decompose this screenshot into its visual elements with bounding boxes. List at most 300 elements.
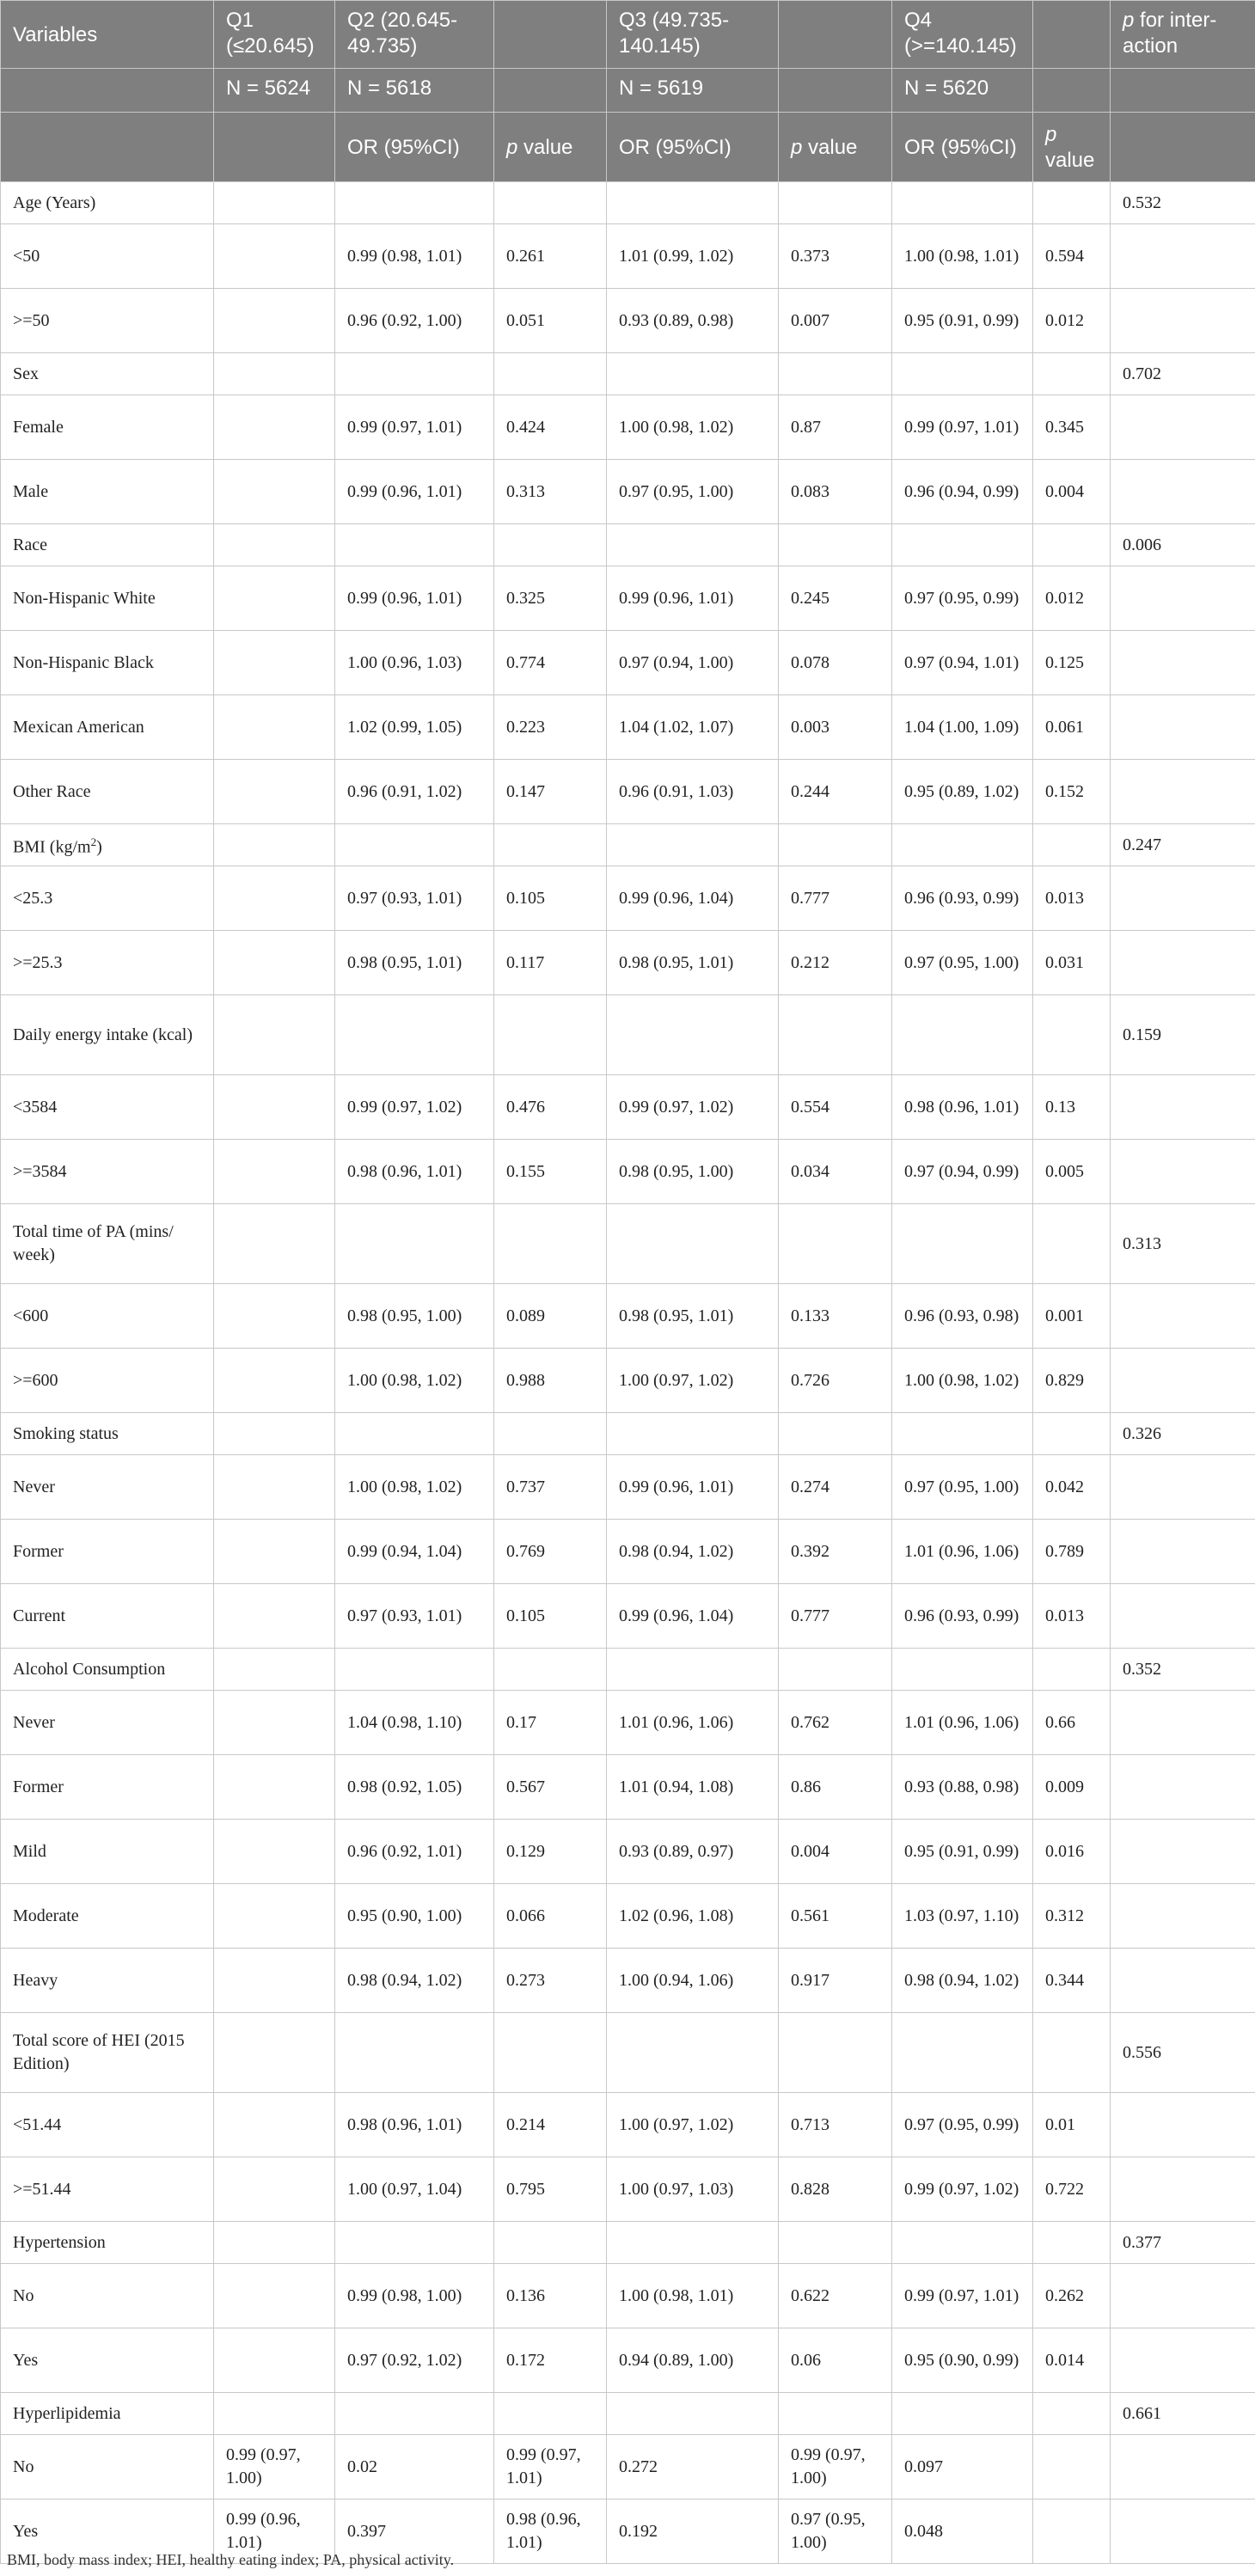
table-cell: 0.345	[1033, 395, 1111, 460]
table-cell	[892, 824, 1033, 866]
row-label	[1, 395, 214, 460]
row-label	[1, 353, 214, 395]
table-cell: 0.007	[779, 289, 892, 353]
table-cell	[494, 995, 607, 1075]
table-cell: 0.988	[494, 1349, 607, 1413]
row-label	[1, 760, 214, 824]
row-label-text: Hypertension	[13, 2232, 106, 2252]
table-cell: 0.244	[779, 760, 892, 824]
p-value-text: value	[517, 136, 573, 159]
row-label-text: >=600	[13, 1370, 58, 1390]
row-label	[1, 1649, 214, 1691]
table-cell: 0.96 (0.92, 1.01)	[335, 1820, 494, 1884]
table-cell	[214, 2157, 335, 2222]
table-cell: 0.117	[494, 931, 607, 995]
header-q3-p	[779, 113, 892, 182]
table-cell: 0.97 (0.93, 1.01)	[335, 1584, 494, 1649]
table-cell: 0.97 (0.95, 0.99)	[892, 566, 1033, 631]
table-cell: 1.00 (0.97, 1.03)	[607, 2157, 779, 2222]
table-cell: 1.00 (0.98, 1.02)	[892, 1349, 1033, 1413]
header-q3-n: N = 5619	[607, 69, 779, 113]
table-cell: 1.04 (0.98, 1.10)	[335, 1691, 494, 1755]
table-cell	[214, 1455, 335, 1520]
table-cell: 0.212	[779, 931, 892, 995]
table-cell: 0.97 (0.95, 1.00)	[779, 2500, 892, 2564]
table-cell: 0.98 (0.95, 1.01)	[607, 1284, 779, 1349]
header-q1-n: N = 5624	[214, 69, 335, 113]
table-cell	[1033, 1649, 1111, 1691]
table-cell	[892, 2222, 1033, 2264]
header-q2-or: OR (95%CI)	[335, 113, 494, 182]
header-stat-blank	[1111, 113, 1255, 182]
table-cell: 0.325	[494, 566, 607, 631]
p-interaction-cell	[1111, 566, 1255, 631]
row-label	[1, 182, 214, 224]
table-cell	[892, 2393, 1033, 2435]
table-cell: 0.828	[779, 2157, 892, 2222]
table-cell: 0.95 (0.89, 1.02)	[892, 760, 1033, 824]
p-interaction-cell: 0.006	[1111, 524, 1255, 566]
table-cell: 0.105	[494, 1584, 607, 1649]
table-cell: 0.98 (0.95, 1.00)	[607, 1140, 779, 1204]
row-label	[1, 866, 214, 931]
table-cell	[892, 524, 1033, 566]
table-cell: 0.98 (0.94, 1.02)	[335, 1949, 494, 2013]
row-label-text: Hyperlipidemia	[13, 2403, 121, 2423]
header-q2-p	[494, 113, 607, 182]
p-interaction-cell	[1111, 1284, 1255, 1349]
table-cell	[214, 1649, 335, 1691]
table-row	[1, 1284, 1255, 1349]
table-cell: 0.99 (0.97, 1.01)	[494, 2435, 607, 2500]
table-cell	[214, 1584, 335, 1649]
row-label-text: Yes	[13, 2350, 39, 2370]
table-group-row	[1, 1413, 1255, 1455]
table-cell: 0.96 (0.93, 0.99)	[892, 866, 1033, 931]
table-cell: 0.97 (0.94, 1.00)	[607, 631, 779, 695]
table-cell	[335, 524, 494, 566]
table-cell	[779, 1413, 892, 1455]
table-cell	[214, 2393, 335, 2435]
table-cell	[892, 1204, 1033, 1284]
table-cell: 0.147	[494, 760, 607, 824]
table-cell: 0.083	[779, 460, 892, 524]
row-label	[1, 566, 214, 631]
p-italic: p	[1123, 9, 1135, 32]
row-label	[1, 1691, 214, 1755]
table-cell: 0.136	[494, 2264, 607, 2328]
row-label	[1, 524, 214, 566]
row-label	[1, 2157, 214, 2222]
table-cell: 0.777	[779, 1584, 892, 1649]
table-cell	[1033, 2435, 1111, 2500]
table-cell: 1.00 (0.97, 1.02)	[607, 2093, 779, 2157]
table-cell	[494, 1649, 607, 1691]
header-q2-n: N = 5618	[335, 69, 494, 113]
p-interaction-cell: 0.313	[1111, 1204, 1255, 1284]
table-cell	[1033, 824, 1111, 866]
table-cell: 1.01 (0.96, 1.06)	[607, 1691, 779, 1755]
table-cell: 0.87	[779, 395, 892, 460]
table-row	[1, 460, 1255, 524]
table-row	[1, 2093, 1255, 2157]
header-q4-p	[1033, 113, 1111, 182]
header-q4: Q4 (>=140.145)	[892, 1, 1033, 69]
p-interaction-cell	[1111, 395, 1255, 460]
p-interaction-cell: 0.661	[1111, 2393, 1255, 2435]
row-label	[1, 2435, 214, 2500]
table-cell: 0.048	[892, 2500, 1033, 2564]
header-q4-or: OR (95%CI)	[892, 113, 1033, 182]
header-q3-blank	[779, 1, 892, 69]
row-label	[1, 1520, 214, 1584]
table-cell: 0.99 (0.97, 1.02)	[892, 2157, 1033, 2222]
table-cell	[779, 2013, 892, 2093]
table-group-row	[1, 524, 1255, 566]
table-cell	[1033, 995, 1111, 1075]
header-q3: Q3 (49.735-140.145)	[607, 1, 779, 69]
table-group-row	[1, 1649, 1255, 1691]
table-cell: 0.003	[779, 695, 892, 760]
table-cell	[214, 1884, 335, 1949]
table-cell: 1.00 (0.98, 1.01)	[607, 2264, 779, 2328]
table-group-row	[1, 995, 1255, 1075]
table-cell: 0.97 (0.95, 0.99)	[892, 2093, 1033, 2157]
p-interaction-cell	[1111, 631, 1255, 695]
p-value-text: value	[802, 136, 858, 159]
table-cell: 0.99 (0.98, 1.00)	[335, 2264, 494, 2328]
p-interaction-cell	[1111, 1949, 1255, 2013]
table-cell	[607, 524, 779, 566]
table-cell	[892, 995, 1033, 1075]
header-n-blank	[1, 69, 214, 113]
table-cell	[779, 524, 892, 566]
table-cell	[494, 353, 607, 395]
table-cell: 0.95 (0.91, 0.99)	[892, 1820, 1033, 1884]
row-label-text: Total time of PA (mins/ week)	[13, 1222, 174, 1264]
table-cell	[335, 824, 494, 866]
table-cell	[214, 1949, 335, 2013]
row-label	[1, 631, 214, 695]
table-cell	[607, 2393, 779, 2435]
row-label-text: Current	[13, 1606, 66, 1625]
table-cell	[494, 182, 607, 224]
table-cell: 0.795	[494, 2157, 607, 2222]
p-italic: p	[1045, 123, 1057, 146]
header-stat-blank	[1, 113, 214, 182]
table-cell: 0.061	[1033, 695, 1111, 760]
row-label-text: No	[13, 2285, 34, 2305]
table-cell	[494, 1204, 607, 1284]
table-cell: 0.99 (0.96, 1.04)	[607, 866, 779, 931]
row-label-text: Sex	[13, 364, 39, 383]
table-cell	[892, 1649, 1033, 1691]
table-cell: 0.94 (0.89, 1.00)	[607, 2328, 779, 2393]
table-row	[1, 2435, 1255, 2500]
row-label	[1, 931, 214, 995]
table-cell	[214, 2328, 335, 2393]
table-cell: 0.172	[494, 2328, 607, 2393]
row-label-text: >=50	[13, 310, 50, 330]
table-cell: 0.99 (0.96, 1.01)	[335, 566, 494, 631]
table-cell: 0.223	[494, 695, 607, 760]
table-cell	[892, 2013, 1033, 2093]
table-cell: 1.01 (0.99, 1.02)	[607, 224, 779, 289]
table-row	[1, 2328, 1255, 2393]
table-cell	[779, 1649, 892, 1691]
row-label-text: >=25.3	[13, 952, 63, 972]
table-row	[1, 1075, 1255, 1140]
row-label	[1, 824, 214, 866]
row-label-text: Never	[13, 1477, 55, 1496]
table-cell	[214, 824, 335, 866]
table-cell	[214, 1520, 335, 1584]
table-cell	[214, 760, 335, 824]
table-cell	[779, 182, 892, 224]
row-label	[1, 460, 214, 524]
table-cell: 0.97 (0.95, 1.00)	[607, 460, 779, 524]
row-label	[1, 2264, 214, 2328]
table-cell: 0.713	[779, 2093, 892, 2157]
table-cell: 0.06	[779, 2328, 892, 2393]
header-row-stats	[1, 113, 1255, 182]
table-cell: 0.722	[1033, 2157, 1111, 2222]
table-cell	[214, 1413, 335, 1455]
table-row	[1, 1820, 1255, 1884]
table-cell: 0.769	[494, 1520, 607, 1584]
table-cell: 1.00 (0.97, 1.04)	[335, 2157, 494, 2222]
row-label-text: Daily energy intake (kcal)	[13, 1025, 193, 1044]
table-cell: 0.96 (0.93, 0.98)	[892, 1284, 1033, 1349]
table-cell: 0.155	[494, 1140, 607, 1204]
table-row	[1, 289, 1255, 353]
table-cell	[779, 2222, 892, 2264]
table-row	[1, 631, 1255, 695]
table-cell: 0.98 (0.95, 1.01)	[607, 931, 779, 995]
table-cell: 0.66	[1033, 1691, 1111, 1755]
table-cell	[494, 2222, 607, 2264]
table-cell	[214, 1349, 335, 1413]
table-row	[1, 2264, 1255, 2328]
p-italic: p	[506, 136, 518, 159]
table-cell: 0.96 (0.91, 1.03)	[607, 760, 779, 824]
table-cell	[1033, 2222, 1111, 2264]
p-interaction-cell	[1111, 460, 1255, 524]
table-cell: 1.01 (0.96, 1.06)	[892, 1691, 1033, 1755]
row-label	[1, 2013, 214, 2093]
table-cell: 0.99 (0.96, 1.01)	[335, 460, 494, 524]
table-row	[1, 1691, 1255, 1755]
table-cell: 0.93 (0.89, 0.97)	[607, 1820, 779, 1884]
table-group-row	[1, 824, 1255, 866]
p-interaction-cell	[1111, 1691, 1255, 1755]
table-cell: 0.99 (0.96, 1.04)	[607, 1584, 779, 1649]
table-cell	[1033, 353, 1111, 395]
row-label	[1, 995, 214, 1075]
table-body	[1, 182, 1255, 2564]
table-cell: 0.97 (0.95, 1.00)	[892, 931, 1033, 995]
table-cell: 0.93 (0.88, 0.98)	[892, 1755, 1033, 1820]
table-cell: 0.078	[779, 631, 892, 695]
table-cell: 0.013	[1033, 1584, 1111, 1649]
row-label-text: Former	[13, 1777, 64, 1796]
row-label-text: Moderate	[13, 1906, 79, 1925]
table-cell	[214, 2264, 335, 2328]
table-cell: 0.97 (0.94, 0.99)	[892, 1140, 1033, 1204]
table-cell	[214, 353, 335, 395]
table-cell: 0.344	[1033, 1949, 1111, 2013]
header-q4-n: N = 5620	[892, 69, 1033, 113]
table-cell	[607, 353, 779, 395]
row-label-text: Male	[13, 481, 49, 501]
table-cell: 0.777	[779, 866, 892, 931]
table-cell: 1.02 (0.96, 1.08)	[607, 1884, 779, 1949]
table-cell: 0.561	[779, 1884, 892, 1949]
table-cell	[494, 824, 607, 866]
table-cell	[214, 224, 335, 289]
row-label-text: Mild	[13, 1841, 46, 1861]
row-label	[1, 1884, 214, 1949]
table-cell: 0.99 (0.97, 1.01)	[335, 395, 494, 460]
table-group-row	[1, 2013, 1255, 2093]
p-interaction-cell	[1111, 1884, 1255, 1949]
table-cell: 0.96 (0.91, 1.02)	[335, 760, 494, 824]
table-cell	[214, 866, 335, 931]
table-cell: 0.013	[1033, 866, 1111, 931]
header-n-blank	[1033, 69, 1111, 113]
table-cell	[214, 1691, 335, 1755]
row-label	[1, 1140, 214, 1204]
table-cell: 1.00 (0.98, 1.02)	[607, 395, 779, 460]
table-cell: 0.051	[494, 289, 607, 353]
table-row	[1, 1349, 1255, 1413]
table-cell: 0.034	[779, 1140, 892, 1204]
table-cell	[214, 1755, 335, 1820]
row-label-text: Mexican American	[13, 717, 144, 737]
table-row	[1, 395, 1255, 460]
table-row	[1, 866, 1255, 931]
table-cell: 0.012	[1033, 566, 1111, 631]
row-label-text: Alcohol Consumption	[13, 1659, 166, 1679]
table-cell: 0.99 (0.97, 1.02)	[335, 1075, 494, 1140]
table-cell	[214, 2222, 335, 2264]
table-cell: 0.031	[1033, 931, 1111, 995]
row-label-text: Other Race	[13, 781, 91, 801]
table-cell: 0.98 (0.96, 1.01)	[335, 1140, 494, 1204]
row-label	[1, 1455, 214, 1520]
table-cell	[214, 2093, 335, 2157]
p-interaction-cell	[1111, 2093, 1255, 2157]
p-interaction-cell	[1111, 2500, 1255, 2564]
table-cell: 0.009	[1033, 1755, 1111, 1820]
table-cell: 0.737	[494, 1455, 607, 1520]
row-label	[1, 2222, 214, 2264]
row-label	[1, 1075, 214, 1140]
row-label-text: >=51.44	[13, 2179, 71, 2199]
table-group-row	[1, 1204, 1255, 1284]
table-cell	[214, 1204, 335, 1284]
table-cell: 1.04 (1.02, 1.07)	[607, 695, 779, 760]
table-cell: 1.02 (0.99, 1.05)	[335, 695, 494, 760]
p-interaction-cell	[1111, 2435, 1255, 2500]
table-cell: 0.99 (0.96, 1.01)	[214, 2500, 335, 2564]
table-cell: 0.622	[779, 2264, 892, 2328]
table-cell: 1.00 (0.97, 1.02)	[607, 1349, 779, 1413]
table-cell: 0.066	[494, 1884, 607, 1949]
row-label	[1, 289, 214, 353]
table-row	[1, 566, 1255, 631]
table-cell: 0.125	[1033, 631, 1111, 695]
p-interaction-cell	[1111, 866, 1255, 931]
table-cell	[214, 1820, 335, 1884]
table-cell: 0.152	[1033, 760, 1111, 824]
table-cell: 0.262	[1033, 2264, 1111, 2328]
table-cell	[779, 995, 892, 1075]
table-cell	[335, 1413, 494, 1455]
header-p-interaction	[1111, 1, 1255, 69]
table-cell: 0.005	[1033, 1140, 1111, 1204]
table-cell: 0.594	[1033, 224, 1111, 289]
table-cell: 1.00 (0.96, 1.03)	[335, 631, 494, 695]
table-cell	[335, 995, 494, 1075]
table-row	[1, 931, 1255, 995]
table-cell: 0.98 (0.94, 1.02)	[607, 1520, 779, 1584]
table-cell: 0.042	[1033, 1455, 1111, 1520]
table-cell	[494, 2393, 607, 2435]
table-cell	[335, 2393, 494, 2435]
table-cell: 0.089	[494, 1284, 607, 1349]
table-row	[1, 224, 1255, 289]
table-cell	[335, 2222, 494, 2264]
table-cell	[1033, 2013, 1111, 2093]
p-interaction-cell	[1111, 695, 1255, 760]
row-label-text: Non-Hispanic Black	[13, 652, 154, 672]
table-row	[1, 1755, 1255, 1820]
table-cell: 0.004	[1033, 460, 1111, 524]
p-value-text: value	[1045, 149, 1095, 172]
table-cell: 0.96 (0.92, 1.00)	[335, 289, 494, 353]
table-cell: 0.97 (0.93, 1.01)	[335, 866, 494, 931]
table-cell: 0.567	[494, 1755, 607, 1820]
table-cell	[494, 2013, 607, 2093]
row-label	[1, 2328, 214, 2393]
table-cell	[214, 460, 335, 524]
table-cell: 0.99 (0.96, 1.01)	[607, 566, 779, 631]
p-interaction-cell: 0.326	[1111, 1413, 1255, 1455]
table-cell: 0.98 (0.94, 1.02)	[892, 1949, 1033, 2013]
table-cell	[214, 524, 335, 566]
header-n-blank	[494, 69, 607, 113]
table-cell	[214, 2013, 335, 2093]
table-cell: 0.392	[779, 1520, 892, 1584]
table-cell: 0.004	[779, 1820, 892, 1884]
p-interaction-cell: 0.159	[1111, 995, 1255, 1075]
p-interaction-cell	[1111, 289, 1255, 353]
table-cell	[494, 1413, 607, 1455]
header-n-blank	[779, 69, 892, 113]
table-cell: 0.98 (0.96, 1.01)	[494, 2500, 607, 2564]
header-row-quartiles	[1, 1, 1255, 69]
table-cell: 0.917	[779, 1949, 892, 2013]
table-cell: 1.03 (0.97, 1.10)	[892, 1884, 1033, 1949]
row-label-text: Total score of HEI (2015 Edition)	[13, 2031, 185, 2073]
header-q1: Q1 (≤20.645)	[214, 1, 335, 69]
row-label-text: Heavy	[13, 1970, 58, 1990]
table-cell: 0.273	[494, 1949, 607, 2013]
table-row	[1, 1949, 1255, 2013]
table-cell: 0.001	[1033, 1284, 1111, 1349]
table-cell: 0.016	[1033, 1820, 1111, 1884]
